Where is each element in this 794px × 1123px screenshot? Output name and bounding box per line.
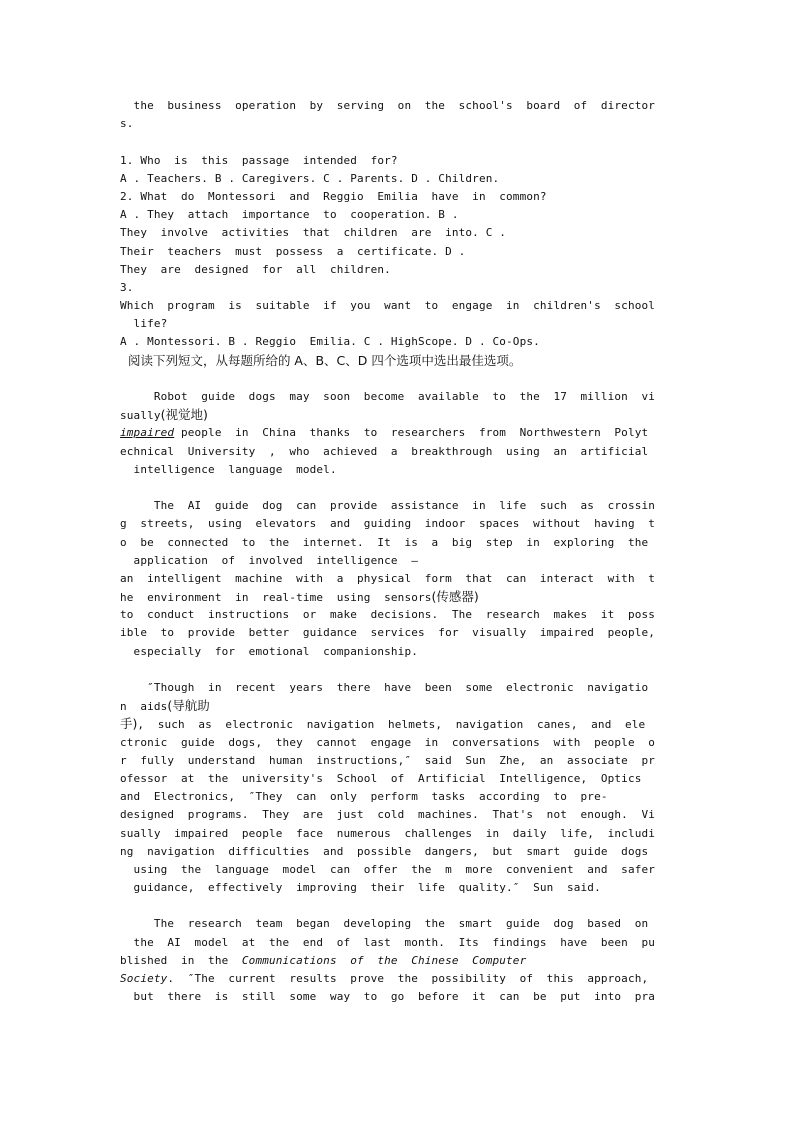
question-2-option-c: Their teachers must possess a certificate. D . [120, 244, 466, 258]
intro-line-2: s. [120, 117, 134, 131]
p1-line-2: sually(视觉地) [120, 407, 208, 423]
document-page [120, 97, 680, 1006]
p3-line-11: using the language model can offer the m more convenient and safer [120, 862, 656, 876]
p2-line-6: he environment in real-time using sensors(传感器) [120, 589, 479, 605]
p3-line-2: n aids(导航助 [120, 698, 210, 714]
p4-line-4: Society. ″The current results prove the possibility of this approach, [120, 972, 649, 985]
p2-line-3: o be connected to the internet. It is a big step in exploring the [120, 535, 649, 549]
p3-line-12: guidance, effectively improving their life quality.″ Sun said. [120, 881, 601, 895]
p3-line-7: and Electronics, ″They can only perform tasks according to pre- [120, 790, 608, 804]
p2-line-7: to conduct instructions or make decisions. The research makes it poss [120, 608, 656, 622]
p3-line-10: ng navigation difficulties and possible dangers, but smart guide dogs [120, 844, 649, 858]
p4-line-2: the AI model at the end of last month. Its findings have been pu [120, 935, 656, 949]
p4-line-3: blished in the Communications of the Chinese Computer [120, 953, 527, 967]
p2-line-8: ible to provide better guidance services for visually impaired people, [120, 626, 656, 640]
question-3-cont: life? [120, 317, 168, 331]
p3-line-9: sually impaired people face numerous challenges in daily life, includi [120, 826, 656, 840]
p2-line-5: an intelligent machine with a physical form that can interact with t [120, 571, 656, 585]
p2-line-1: The AI guide dog can provide assistance in life such as crossin [120, 499, 656, 513]
p4-line-5: but there is still some way to go before it can be put into pra [120, 990, 656, 1004]
p3-line-5: r fully understand human instructions,″ said Sun Zhe, an associate pr [120, 753, 656, 767]
p2-line-9: especially for emotional companionship. [120, 644, 418, 658]
p2-line-4: application of involved intelligence — [120, 553, 418, 567]
question-1: 1. Who is this passage intended for? [120, 153, 398, 167]
question-1-options: A . Teachers. B . Caregivers. C . Parents. D . Children. [120, 171, 500, 185]
intro-line-1: the business operation by serving on the school's board of director [120, 99, 656, 112]
p3-line-6: ofessor at the university's School of Artificial Intelligence, Optics [120, 771, 642, 785]
p3-line-8: designed programs. They are just cold machines. That's not enough. Vi [120, 808, 656, 822]
instruction: 阅读下列短文，从每题所给的 A、B、C、D 四个选项中选出最佳选项。 [120, 352, 522, 368]
journal-title: Communications of the Chinese Computer [241, 953, 527, 967]
question-3-number: 3. [120, 280, 134, 294]
p1-line-1: Robot guide dogs may soon become available to the 17 million vi [120, 390, 656, 403]
p1-line-5: intelligence language model. [120, 462, 337, 476]
p1-line-4: echnical University , who achieved a breakthrough using an artificial [120, 444, 649, 458]
p4-line-1: The research team began developing the smart guide dog based on [120, 917, 649, 931]
question-3-options: A . Montessori. B . Reggio Emilia. C . HighScope. D . Co-Ops. [120, 335, 540, 349]
impaired-term: impaired [120, 426, 175, 440]
p3-line-1: ″Though in recent years there have been some electronic navigatio [120, 681, 649, 694]
question-3: Which program is suitable if you want to engage in children's school [120, 299, 656, 313]
p1-line-3: impaired people in China thanks to researchers from Northwestern Polyt [120, 426, 649, 440]
question-2-option-d: They are designed for all children. [120, 262, 391, 276]
journal-title-end: Society [120, 972, 168, 985]
p2-line-2: g streets, using elevators and guiding indoor spaces without having t [120, 517, 656, 531]
p3-line-4: ctronic guide dogs, they cannot engage in conversations with people o [120, 735, 656, 749]
question-2-option-a: A . They attach importance to cooperation. B . [120, 208, 459, 222]
question-2-option-b: They involve activities that children are into. C . [120, 226, 507, 240]
question-2: 2. What do Montessori and Reggio Emilia have in common? [120, 189, 547, 203]
p3-line-3: 手), such as electronic navigation helmets, navigation canes, and ele [120, 716, 646, 732]
